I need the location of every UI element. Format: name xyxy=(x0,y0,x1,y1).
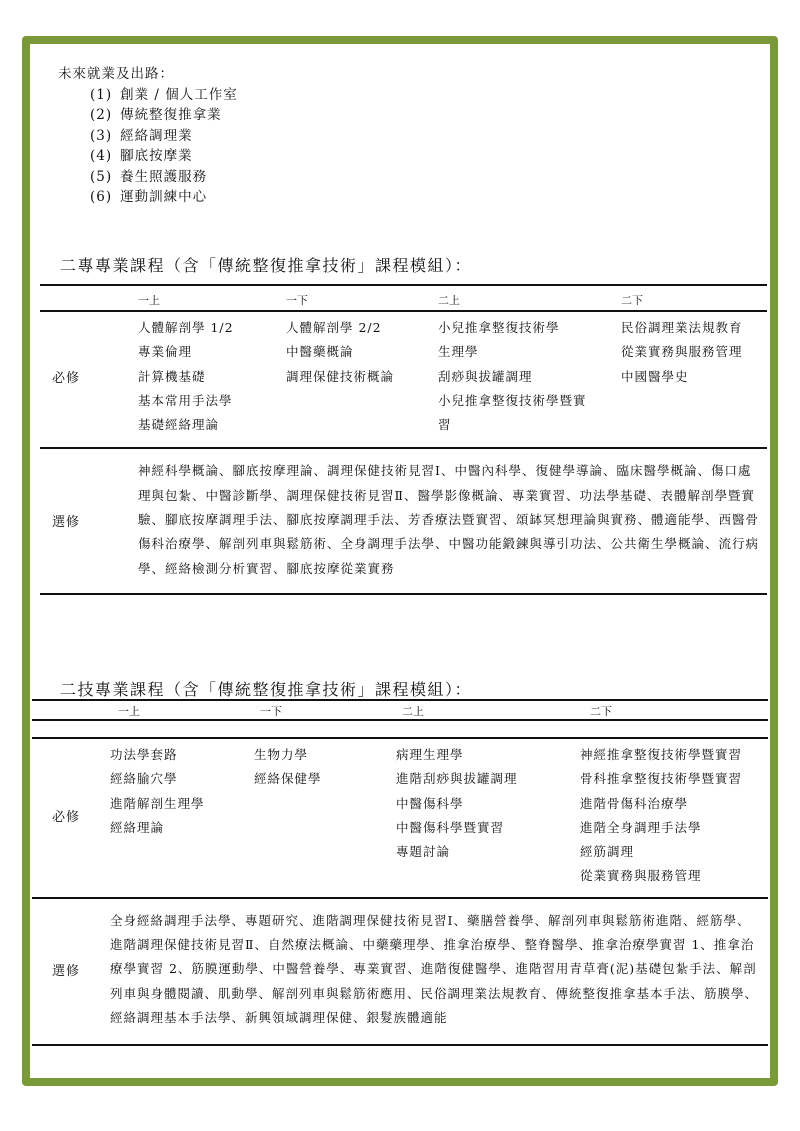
career-list xyxy=(58,85,238,208)
header-y2s2: 二下 xyxy=(621,294,643,307)
bachelor-curriculum-table xyxy=(32,699,768,1046)
header-y2s1: 二上 xyxy=(402,705,424,718)
career-section xyxy=(58,64,238,208)
header-y1s2: 一下 xyxy=(286,294,308,307)
required-y2s1: 病理生理學 進階刮痧與拔罐調理 中醫傷科學 中醫傷科學暨實習 專題討論 xyxy=(396,738,580,898)
career-title: 未來就業及出路： xyxy=(58,66,174,82)
required-y2s2: 神經推拿整復技術學暨實習 骨科推拿整復技術學暨實習 進階骨傷科治療學 進階全身調理手法學 經筋調理 從業實務與服務管理 xyxy=(580,738,768,898)
elective-courses: 神經科學概論、腳底按摩理論、調理保健技術見習Ⅰ、中醫內科學、復健學導論、臨床醫學概論、傷口處理與包紮、中醫診斷學、調理保健技術見習Ⅱ、醫學影像概論、專業實習、功法學基礎、表體解剖學暨實驗、腳底按摩調理手法、腳底按摩調理手法、芳香療法暨實習、頌缽冥想理論與實務、體適能學、西醫骨傷科治療學、解剖列車與鬆筋術、全身調理手法學、中醫功能鍛鍊與導引功法、公共衛生學概論、流行病學、經絡檢測分析實習、腳底按摩從業實務 xyxy=(138,448,767,593)
header-y1s1: 一上 xyxy=(138,294,160,307)
header-row xyxy=(40,285,767,311)
elective-label: 選修 xyxy=(40,448,138,593)
career-item: (6) 運動訓練中心 xyxy=(90,189,208,205)
career-item: (1) 創業 / 個人工作室 xyxy=(90,86,238,103)
career-item: (3) 經絡調理業 xyxy=(90,127,193,144)
career-item: (4) 腳底按摩業 xyxy=(90,148,193,164)
elective-courses: 全身經絡調理手法學、專題研究、進階調理保健技術見習Ⅰ、藥膳營養學、解剖列車與鬆筋術進階、經筋學、進階調理保健技術見習Ⅱ、自然療法概論、中藥藥理學、推拿治療學、整脊醫學、推拿治療學實習 1、推拿治療學實習 2、筋膜運動學、中醫營養學、專業實習、進階復健醫學、進階習用青草膏(泥)基礎包紮手法、解剖列車與身體閱讀、肌動學、解剖列車與鬆筋術應用、民俗調理業法規教育、傳統整復推拿基本手法、筋膜學、經絡調理基本手法學、新興領域調理保健、銀髮族體適能 xyxy=(110,898,768,1045)
empty-row xyxy=(32,720,768,738)
required-y1s2: 生物力學 經絡保健學 xyxy=(254,738,396,898)
associate-curriculum-title: 二專專業課程（含「傳統整復推拿技術」課程模組）： xyxy=(60,256,473,275)
header-y2s1: 二上 xyxy=(438,294,460,307)
required-y1s1: 功法學套路 經絡腧穴學 進階解剖生理學 經絡理論 xyxy=(110,738,254,898)
required-y1s1: 人體解剖學 1/2 專業倫理 計算機基礎 基本常用手法學 基礎經絡理論 xyxy=(138,311,286,448)
career-item: (2) 傳統整復推拿業 xyxy=(90,107,222,123)
header-y2s2: 二下 xyxy=(590,705,612,718)
header-y1s2: 一下 xyxy=(260,705,282,718)
career-item: (5) 養生照護服務 xyxy=(90,168,208,185)
required-y2s1: 小兒推拿整復技術學 生理學 刮痧與拔罐調理 小兒推拿整復技術學暨實 習 xyxy=(438,311,621,448)
header-row xyxy=(32,700,768,720)
elective-row xyxy=(32,898,768,1045)
required-row xyxy=(32,738,768,898)
associate-curriculum-table xyxy=(40,284,767,595)
header-y1s1: 一上 xyxy=(118,705,140,718)
required-label: 必修 xyxy=(32,738,110,898)
required-y1s2: 人體解剖學 2/2 中醫藥概論 調理保健技術概論 xyxy=(286,311,438,448)
elective-row xyxy=(40,448,767,593)
required-y2s2: 民俗調理業法規教育 從業實務與服務管理 中國醫學史 xyxy=(621,311,767,448)
elective-label: 選修 xyxy=(32,898,110,1045)
bachelor-curriculum-title: 二技專業課程（含「傳統整復推拿技術」課程模組）： xyxy=(60,680,473,699)
required-label: 必修 xyxy=(40,311,138,448)
required-row xyxy=(40,311,767,448)
